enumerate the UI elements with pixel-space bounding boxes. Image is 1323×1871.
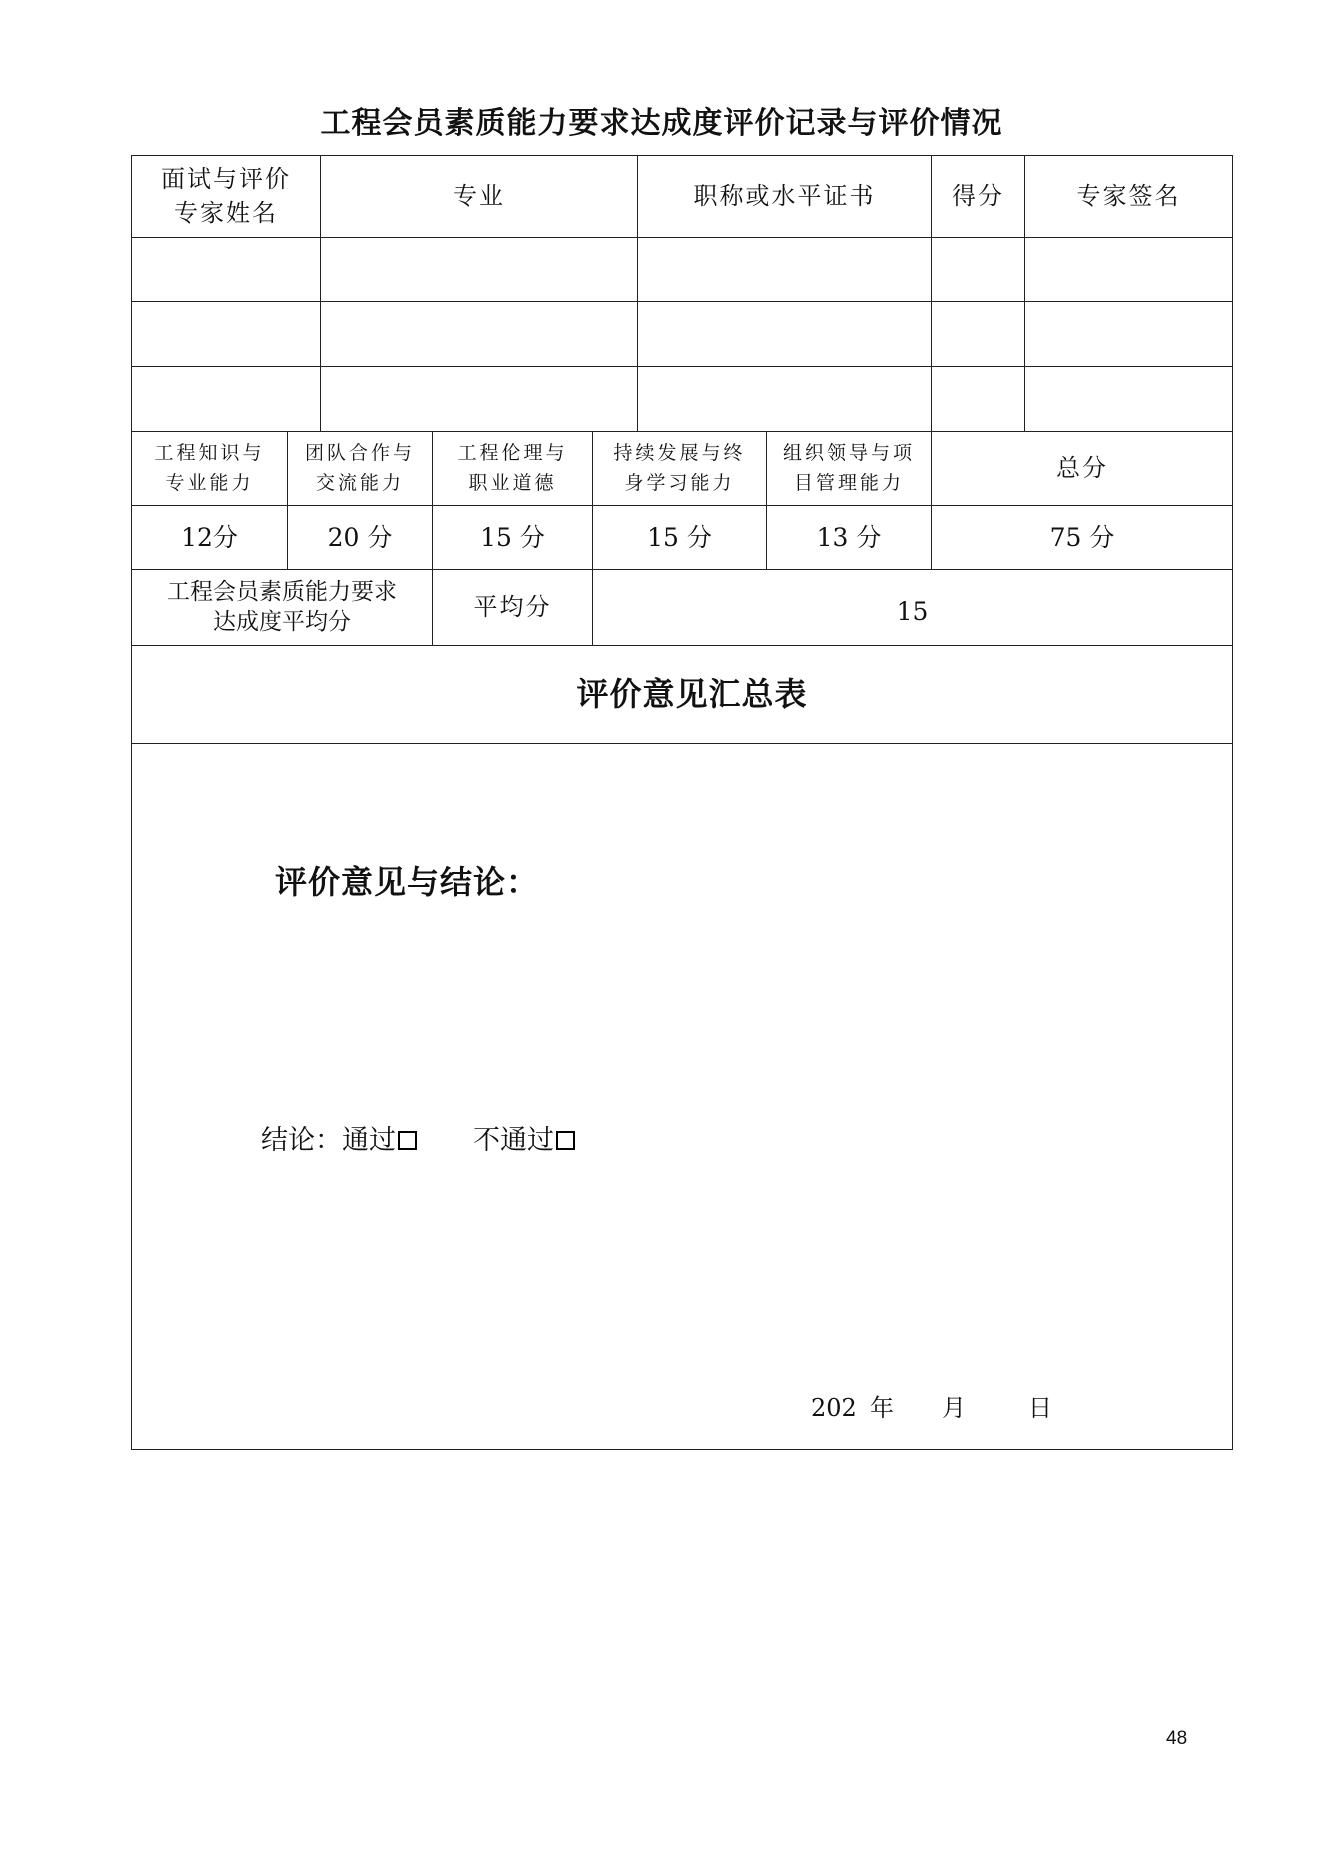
total-score-value: 75 分	[932, 506, 1233, 570]
expert-row-2-major-cell[interactable]	[321, 302, 638, 367]
expert-row-3-title-cell[interactable]	[638, 367, 932, 432]
ability-header-teamwork	[288, 432, 433, 506]
ability-header-3-line1: 工程伦理与	[457, 442, 568, 465]
pass-label: 通过	[342, 1125, 396, 1156]
expert-row-3-score-cell[interactable]	[932, 367, 1025, 432]
score-ethics: 15 分	[433, 506, 593, 570]
ability-header-5-line2: 目管理能力	[793, 471, 904, 494]
date-day-unit: 日	[1028, 1394, 1052, 1422]
ability-header-5-line1: 组织领导与项	[782, 442, 915, 465]
pass-checkbox[interactable]	[398, 1131, 417, 1150]
fail-checkbox[interactable]	[556, 1131, 575, 1150]
header-expert-name-line1: 面试与评价	[161, 164, 291, 193]
expert-row-3-signature-cell[interactable]	[1025, 367, 1233, 432]
expert-row-2-score-cell[interactable]	[932, 302, 1025, 367]
score-teamwork: 20 分	[288, 506, 433, 570]
ability-header-3-line2: 职业道德	[468, 471, 557, 494]
date-year: 202	[811, 1394, 857, 1422]
page-number: 48	[1166, 1728, 1188, 1749]
conclusion-line	[261, 1122, 575, 1160]
conclusion-label: 结论：	[261, 1125, 342, 1156]
score-engineering-knowledge: 12分	[131, 506, 288, 570]
ability-header-leadership	[767, 432, 932, 506]
average-label	[131, 570, 433, 646]
opinion-section[interactable]	[131, 744, 1233, 1450]
ability-header-4-line2: 身学习能力	[624, 471, 735, 494]
ability-header-2-line2: 交流能力	[315, 471, 404, 494]
expert-row-1-score-cell[interactable]	[932, 238, 1025, 302]
ability-header-ethics	[433, 432, 593, 506]
header-signature: 专家签名	[1025, 155, 1233, 238]
header-expert-name	[131, 155, 321, 238]
expert-row-1-title-cell[interactable]	[638, 238, 932, 302]
average-label-line1: 工程会员素质能力要求	[167, 578, 397, 605]
ability-header-4-line1: 持续发展与终	[613, 442, 746, 465]
ability-header-1-line2: 专业能力	[165, 471, 254, 494]
header-expert-name-line2: 专家姓名	[174, 198, 278, 227]
average-label-line2: 达成度平均分	[213, 608, 351, 635]
page-title: 工程会员素质能力要求达成度评价记录与评价情况	[320, 106, 1003, 141]
ability-header-2-line1: 团队合作与	[304, 442, 415, 465]
header-score: 得分	[932, 155, 1025, 238]
score-leadership: 13 分	[767, 506, 932, 570]
ability-header-lifelong-learning	[593, 432, 767, 506]
expert-row-3-major-cell[interactable]	[321, 367, 638, 432]
average-sub-label: 平均分	[433, 570, 593, 646]
date-year-unit: 年	[870, 1394, 894, 1422]
ability-header-1-line1: 工程知识与	[154, 442, 265, 465]
ability-header-engineering-knowledge	[131, 432, 288, 506]
expert-row-2-title-cell[interactable]	[638, 302, 932, 367]
header-title-cert: 职称或水平证书	[638, 155, 932, 238]
opinion-label: 评价意见与结论：	[275, 863, 540, 901]
score-lifelong-learning: 15 分	[593, 506, 767, 570]
expert-row-1-name-cell[interactable]	[131, 238, 321, 302]
expert-row-1-signature-cell[interactable]	[1025, 238, 1233, 302]
average-value: 15	[593, 570, 1233, 646]
expert-row-3-name-cell[interactable]	[131, 367, 321, 432]
summary-title: 评价意见汇总表	[131, 646, 1233, 744]
expert-row-2-signature-cell[interactable]	[1025, 302, 1233, 367]
header-major: 专业	[321, 155, 638, 238]
date-month-unit: 月	[942, 1394, 966, 1422]
expert-row-1-major-cell[interactable]	[321, 238, 638, 302]
fail-label: 不通过	[473, 1125, 554, 1156]
total-score-header: 总分	[932, 432, 1233, 506]
expert-row-2-name-cell[interactable]	[131, 302, 321, 367]
